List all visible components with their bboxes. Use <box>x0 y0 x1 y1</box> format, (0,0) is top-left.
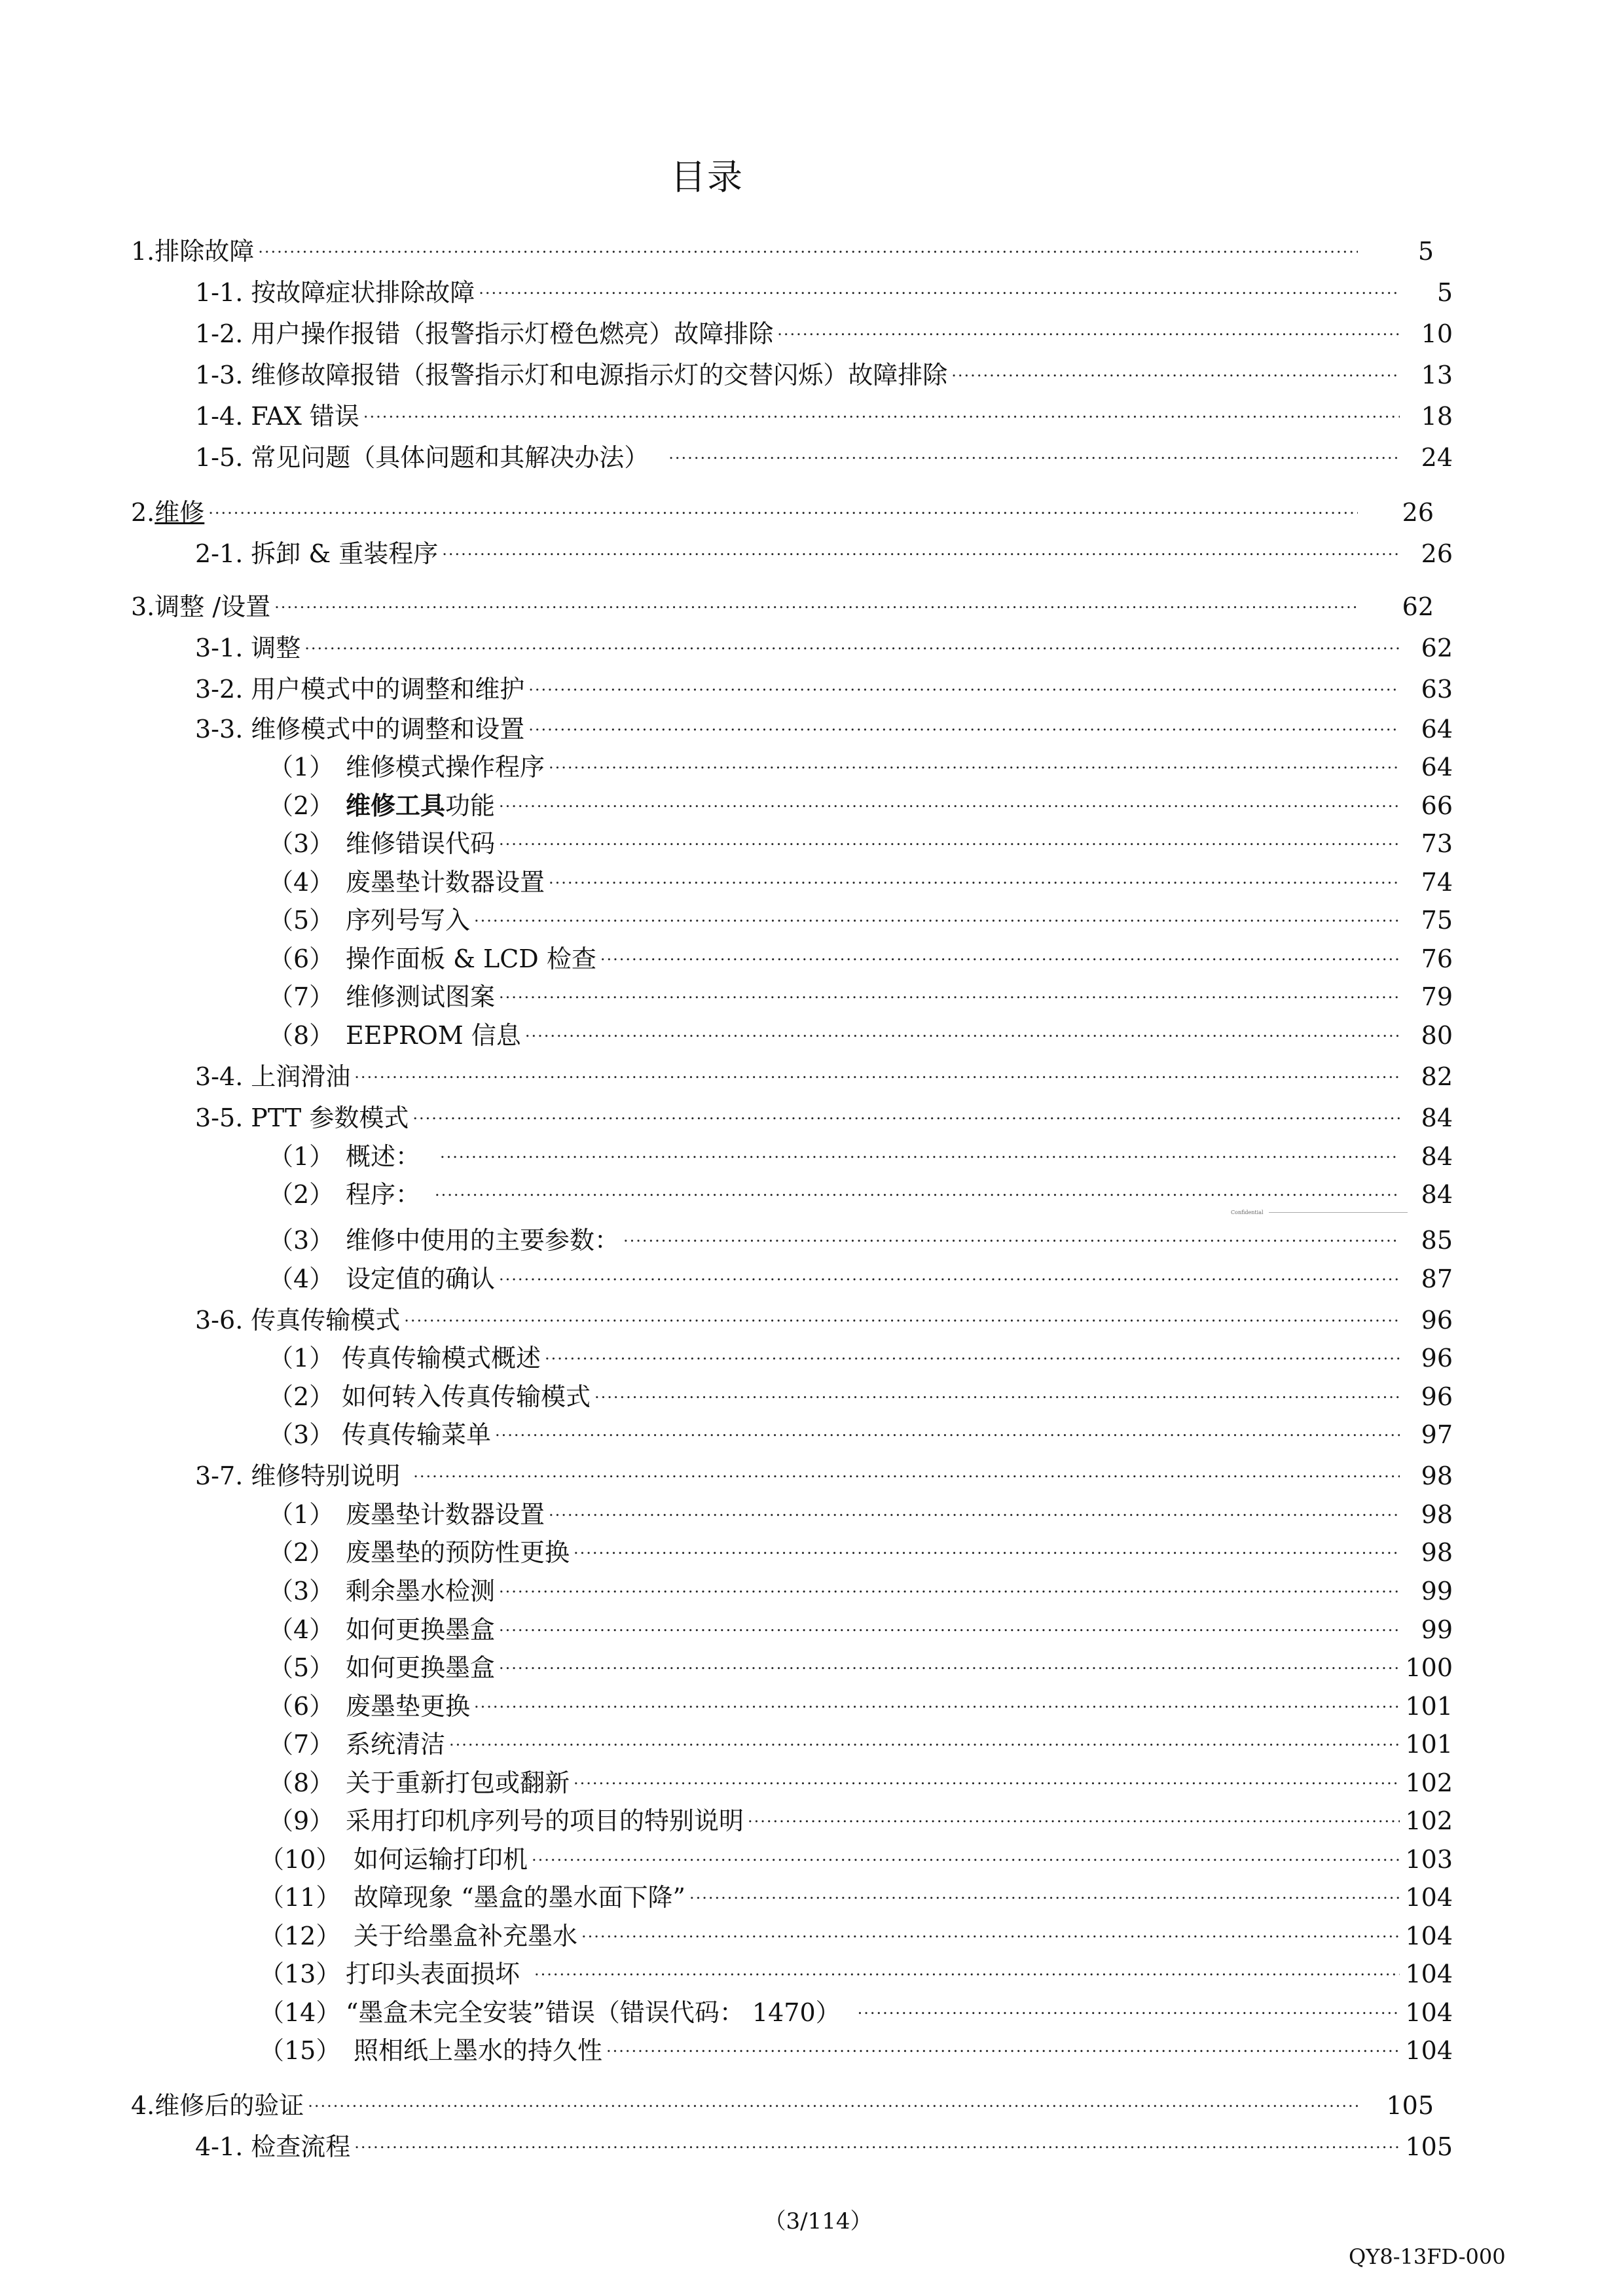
toc-entry-label: 如何转入传真传输模式 <box>342 1382 591 1411</box>
toc-entry-number: （11） <box>259 1883 341 1912</box>
dot-leader <box>258 232 1358 266</box>
toc-entry-number: （5） <box>268 1653 335 1682</box>
dot-leader <box>534 1955 1400 1989</box>
toc-entry-number: 1-4. <box>195 402 244 431</box>
toc-entry-number: 3-7. <box>195 1462 244 1490</box>
toc-entry[interactable] <box>268 1607 1453 1645</box>
toc-entry[interactable] <box>268 1760 1453 1798</box>
toc-entry-page: 84 <box>1421 1180 1453 1209</box>
toc-entry-label: 维修错误代码 <box>346 829 496 858</box>
toc-entry-number: （10） <box>259 1845 341 1874</box>
toc-entry[interactable] <box>268 974 1453 1012</box>
dot-leader <box>858 1994 1400 2028</box>
toc-entry[interactable] <box>268 1721 1453 1759</box>
page-indicator: （3/114） <box>763 2208 873 2234</box>
dot-leader <box>528 710 1400 744</box>
toc-entry[interactable] <box>268 1683 1453 1721</box>
toc-entry-label: 维修 <box>155 498 205 527</box>
toc-entry[interactable] <box>195 435 1453 473</box>
toc-entry-label: 维修模式中的调整和设置 <box>251 715 525 744</box>
toc-entry[interactable] <box>268 1172 1453 1210</box>
toc-entry[interactable] <box>268 744 1453 782</box>
toc-entry[interactable] <box>195 1297 1453 1335</box>
toc-entry[interactable] <box>268 1492 1453 1530</box>
toc-entry-page: 104 <box>1405 1960 1453 1988</box>
toc-entry-number: （1） <box>268 1344 335 1372</box>
toc-entry[interactable] <box>268 1335 1453 1373</box>
toc-entry[interactable] <box>268 859 1453 897</box>
toc-entry-number: 1-1. <box>195 278 244 307</box>
toc-entry-number: （4） <box>268 1615 335 1644</box>
toc-entry[interactable] <box>195 531 1453 569</box>
toc-entry-page: 98 <box>1421 1462 1453 1490</box>
dot-leader <box>474 1687 1400 1721</box>
toc-entry-page: 82 <box>1421 1062 1453 1091</box>
toc-entry-label: 维修工具 <box>346 791 446 820</box>
dot-leader <box>532 1840 1400 1874</box>
dot-leader <box>404 1301 1400 1335</box>
toc-entry-label: 设定值的确认 <box>346 1265 496 1293</box>
toc-entry-page: 97 <box>1421 1420 1453 1449</box>
toc-entry[interactable] <box>131 228 1434 266</box>
toc-entry-number: （7） <box>268 982 335 1011</box>
toc-entry-number: 1-3. <box>195 361 244 389</box>
toc-entry-page: 104 <box>1405 1883 1453 1912</box>
toc-entry-label: PTT 参数模式 <box>251 1103 409 1132</box>
toc-entry-label: 维修特别说明 <box>251 1462 401 1490</box>
toc-entry-page: 104 <box>1405 1922 1453 1950</box>
toc-entry-number: 4. <box>131 2091 155 2120</box>
dot-leader <box>208 493 1358 528</box>
toc-entry-number: 3-4. <box>195 1062 244 1091</box>
toc-entry-number: （5） <box>268 906 335 935</box>
toc-entry-page: 85 <box>1421 1226 1453 1255</box>
dot-leader <box>274 588 1358 622</box>
dot-leader <box>499 978 1400 1012</box>
toc-entry-number: 3-2. <box>195 675 244 704</box>
toc-entry-page: 5 <box>1417 237 1434 266</box>
dot-leader <box>951 356 1400 390</box>
toc-entry-page: 10 <box>1421 319 1453 348</box>
toc-entry-label: 维修故障报错（报警指示灯和电源指示灯的交替闪烁）故障排除 <box>251 361 948 389</box>
toc-entry-label: 程序： <box>346 1180 421 1209</box>
toc-entry-number: （7） <box>268 1730 335 1759</box>
toc-entry-label: 废墨垫更换 <box>346 1692 471 1721</box>
toc-entry-page: 96 <box>1421 1306 1453 1335</box>
toc-entry-label: 废墨垫计数器设置 <box>346 868 545 897</box>
dot-leader <box>574 1534 1400 1568</box>
toc-entry[interactable] <box>195 625 1453 663</box>
toc-entry[interactable] <box>268 1798 1453 1836</box>
toc-entry[interactable] <box>131 490 1434 528</box>
toc-entry[interactable] <box>268 1013 1453 1050</box>
dot-leader <box>574 1764 1400 1798</box>
toc-entry-number: （13） <box>259 1960 341 1988</box>
toc-entry-label: 如何运输打印机 <box>354 1845 528 1874</box>
toc-entry[interactable] <box>259 1951 1453 1989</box>
toc-entry-page: 79 <box>1421 982 1453 1011</box>
toc-entry-page: 87 <box>1421 1265 1453 1293</box>
toc-entry-number: （8） <box>268 1768 335 1797</box>
page-title: 目录 <box>670 156 744 198</box>
dot-leader <box>442 535 1400 569</box>
dot-leader <box>528 670 1400 704</box>
toc-entry[interactable] <box>268 1530 1453 1568</box>
toc-entry-page: 80 <box>1421 1021 1453 1050</box>
toc-entry-label: 按故障症状排除故障 <box>251 278 475 307</box>
toc-entry[interactable] <box>268 1134 1453 1172</box>
dot-leader <box>412 1099 1400 1133</box>
dot-leader <box>606 2032 1400 2066</box>
toc-entry-number: （3） <box>268 1577 335 1605</box>
toc-entry-number: （4） <box>268 1265 335 1293</box>
dot-leader <box>549 1496 1400 1530</box>
toc-entry[interactable] <box>195 270 1453 308</box>
toc-entry[interactable] <box>131 2083 1434 2121</box>
dot-leader <box>668 439 1400 473</box>
confidential-mark: Confidential <box>1231 1208 1408 1216</box>
dot-leader <box>363 397 1400 431</box>
toc-entry-label: 废墨垫的预防性更换 <box>346 1538 570 1567</box>
toc-entry[interactable] <box>268 1217 1453 1255</box>
toc-entry-label: 调整 <box>251 634 301 662</box>
toc-entry-label: “墨盒未完全安装”错误（错误代码： 1470） <box>346 1998 841 2027</box>
toc-entry-page: 26 <box>1421 539 1453 568</box>
dot-leader <box>748 1802 1400 1836</box>
toc-entry-page: 75 <box>1421 906 1453 935</box>
toc-entry-page: 24 <box>1421 443 1453 472</box>
dot-leader <box>623 1221 1400 1255</box>
dot-leader <box>499 1260 1400 1294</box>
toc-entry-label: 上润滑油 <box>251 1062 351 1091</box>
toc-entry-page: 96 <box>1421 1344 1453 1372</box>
toc-entry-label: 采用打印机序列号的项目的特别说明 <box>346 1806 744 1835</box>
toc-entry-number: 1-2. <box>195 319 244 348</box>
toc-entry-page: 64 <box>1421 753 1453 781</box>
toc-entry-label: 用户操作报错（报警指示灯橙色燃亮）故障排除 <box>251 319 774 348</box>
toc-entry[interactable] <box>268 1256 1453 1294</box>
toc-entry-number: （6） <box>268 1692 335 1721</box>
dot-leader <box>689 1878 1400 1912</box>
toc-entry[interactable] <box>259 2028 1453 2066</box>
toc-entry-label: 传真传输模式 <box>251 1306 401 1335</box>
dot-leader <box>474 901 1400 935</box>
toc-entry-label: 排除故障 <box>155 237 255 266</box>
toc-entry-label: 如何更换墨盒 <box>346 1653 496 1682</box>
toc-entry-number: （3） <box>268 1226 335 1255</box>
toc-entry-label: 如何更换墨盒 <box>346 1615 496 1644</box>
toc-entry-number: （2） <box>268 1382 335 1411</box>
toc-entry-number: （6） <box>268 944 335 973</box>
toc-entry-page: 84 <box>1421 1142 1453 1171</box>
toc-entry-page: 103 <box>1405 1845 1453 1874</box>
toc-entry-number: 1-5. <box>195 443 244 472</box>
toc-entry-label: 维修测试图案 <box>346 982 496 1011</box>
toc-entry-label: 用户模式中的调整和维护 <box>251 675 525 704</box>
toc-entry[interactable] <box>268 936 1453 974</box>
toc-entry-page: 104 <box>1405 1998 1453 2027</box>
toc-entry-number: （1） <box>268 753 335 781</box>
dot-leader <box>600 940 1400 974</box>
toc-entry-page: 99 <box>1421 1577 1453 1605</box>
dot-leader <box>449 1725 1400 1759</box>
toc-entry-page: 63 <box>1421 675 1453 704</box>
toc-entry-number: （4） <box>268 868 335 897</box>
toc-entry-label: 系统清洁 <box>346 1730 446 1759</box>
toc-entry-page: 5 <box>1436 278 1453 307</box>
dot-leader <box>354 1058 1400 1092</box>
toc-entry-number: （2） <box>268 1180 335 1209</box>
toc-entry-number: 3-5. <box>195 1103 244 1132</box>
toc-entry-label: EEPROM 信息 <box>346 1021 521 1050</box>
toc-entry-number: 3-3. <box>195 715 244 744</box>
toc-entry-label: 关于给墨盒补充墨水 <box>354 1922 578 1950</box>
dot-leader <box>525 1016 1400 1050</box>
toc-entry[interactable] <box>195 2124 1453 2162</box>
toc-entry[interactable] <box>268 897 1453 935</box>
toc-entry-label: 剩余墨水检测 <box>346 1577 496 1605</box>
toc-entry[interactable] <box>268 1645 1453 1683</box>
toc-entry-number: 2. <box>131 498 155 527</box>
toc-entry-page: 105 <box>1405 2132 1453 2161</box>
dot-leader <box>777 315 1400 349</box>
toc-entry[interactable] <box>268 1374 1453 1412</box>
toc-entry-label: FAX 错误 <box>251 402 359 431</box>
toc-entry-page: 84 <box>1421 1103 1453 1132</box>
toc-entry-page: 101 <box>1405 1692 1453 1721</box>
dot-leader <box>413 1457 1400 1491</box>
toc-entry-page: 26 <box>1402 498 1434 527</box>
toc-entry-page: 102 <box>1405 1806 1453 1835</box>
dot-leader <box>499 1611 1400 1645</box>
dot-leader <box>594 1378 1400 1412</box>
toc-entry-page: 101 <box>1405 1730 1453 1759</box>
toc-entry-page: 62 <box>1421 634 1453 662</box>
dot-leader <box>308 2087 1358 2121</box>
dot-leader <box>545 1339 1400 1373</box>
toc-entry-page: 18 <box>1421 402 1453 431</box>
toc-entry[interactable] <box>195 311 1453 349</box>
toc-entry[interactable] <box>195 1095 1453 1133</box>
dot-leader <box>549 863 1400 897</box>
dot-leader <box>440 1138 1400 1172</box>
toc-entry-label: 故障现象 “墨盒的墨水面下降” <box>354 1883 685 1912</box>
toc-entry-page: 100 <box>1405 1653 1453 1682</box>
toc-entry-label: 操作面板 & LCD 检查 <box>346 944 596 973</box>
toc-entry[interactable] <box>131 584 1434 622</box>
toc-entry-label: 概述： <box>346 1142 421 1171</box>
toc-entry-page: 102 <box>1405 1768 1453 1797</box>
toc-entry-page: 104 <box>1405 2036 1453 2065</box>
toc-entry-number: 3. <box>131 592 155 621</box>
toc-entry-number: 3-6. <box>195 1306 244 1335</box>
toc-entry[interactable] <box>268 821 1453 859</box>
dot-leader <box>549 748 1400 782</box>
dot-leader <box>499 1649 1400 1683</box>
toc-entry-number: 4-1. <box>195 2132 244 2161</box>
toc-entry[interactable] <box>259 1837 1453 1874</box>
toc-entry[interactable] <box>195 1453 1453 1491</box>
toc-entry-page: 62 <box>1402 592 1434 621</box>
toc-entry-label: 维修后的验证 <box>155 2091 304 2120</box>
toc-entry-label: 序列号写入 <box>346 906 471 935</box>
toc-entry-number: （3） <box>268 1420 335 1449</box>
dot-leader <box>499 825 1400 859</box>
dot-leader <box>499 787 1400 821</box>
toc-entry-label: 调整 /设置 <box>155 592 271 621</box>
dot-leader <box>479 274 1400 308</box>
toc-entry-number: （1） <box>268 1142 335 1171</box>
toc-entry-label: 维修中使用的主要参数： <box>346 1226 620 1255</box>
toc-entry-label: 关于重新打包或翻新 <box>346 1768 570 1797</box>
toc-entry[interactable] <box>195 1054 1453 1092</box>
toc-entry-label-suffix: 功能 <box>445 791 496 820</box>
toc-entry-label: 传真传输模式概述 <box>342 1344 541 1372</box>
toc-entry[interactable] <box>195 393 1453 431</box>
toc-entry-page: 105 <box>1386 2091 1434 2120</box>
toc-entry-label: 废墨垫计数器设置 <box>346 1500 545 1529</box>
toc-entry-page: 76 <box>1421 944 1453 973</box>
toc-entry-number: 2-1. <box>195 539 244 568</box>
toc-entry-page: 13 <box>1421 361 1453 389</box>
document-code: QY8-13FD-000 <box>1349 2244 1506 2269</box>
dot-leader <box>354 2128 1400 2162</box>
toc-entry-number: （3） <box>268 829 335 858</box>
toc-entry-page: 74 <box>1421 868 1453 897</box>
toc-entry-page: 98 <box>1421 1538 1453 1567</box>
toc-entry[interactable] <box>259 1874 1453 1912</box>
toc-entry[interactable] <box>195 706 1453 744</box>
toc-entry-number: （1） <box>268 1500 335 1529</box>
toc-entry[interactable] <box>268 1568 1453 1606</box>
toc-entry-label: 检查流程 <box>251 2132 351 2161</box>
toc-entry-number: （2） <box>268 1538 335 1567</box>
dot-leader <box>499 1572 1400 1606</box>
toc-entry-number: 3-1. <box>195 634 244 662</box>
toc-entry-number: （9） <box>268 1806 335 1835</box>
toc-entry-number: （12） <box>259 1922 341 1950</box>
dot-leader <box>304 629 1400 663</box>
toc-entry[interactable] <box>268 783 1453 821</box>
toc-entry-page: 64 <box>1421 715 1453 744</box>
toc-entry-page: 66 <box>1421 791 1453 820</box>
toc-entry-label: 常见问题（具体问题和其解决办法） <box>251 443 649 472</box>
toc-entry-label: 传真传输菜单 <box>342 1420 492 1449</box>
toc-entry-page: 73 <box>1421 829 1453 858</box>
toc-entry-number: （2） <box>268 791 335 820</box>
dot-leader <box>435 1175 1400 1210</box>
toc-entry-label: 照相纸上墨水的持久性 <box>354 2036 603 2065</box>
toc-entry-number: 1. <box>131 237 155 266</box>
toc-entry-label: 维修模式操作程序 <box>346 753 545 781</box>
toc-entry-number: （14） <box>259 1998 341 2027</box>
toc-entry-page: 98 <box>1421 1500 1453 1529</box>
toc-entry-number: （15） <box>259 2036 341 2065</box>
toc-entry[interactable] <box>259 1990 1453 2028</box>
toc-entry-number: （8） <box>268 1021 335 1050</box>
dot-leader <box>581 1917 1400 1951</box>
toc-entry[interactable] <box>195 666 1453 704</box>
toc-entry-page: 96 <box>1421 1382 1453 1411</box>
toc-entry[interactable] <box>268 1412 1453 1450</box>
toc-entry[interactable] <box>259 1913 1453 1951</box>
toc-entry[interactable] <box>195 352 1453 390</box>
dot-leader <box>495 1416 1400 1450</box>
toc-entry-label: 拆卸 & 重装程序 <box>251 539 439 568</box>
toc-entry-page: 99 <box>1421 1615 1453 1644</box>
toc-entry-label: 打印头表面损坏 <box>346 1960 520 1988</box>
